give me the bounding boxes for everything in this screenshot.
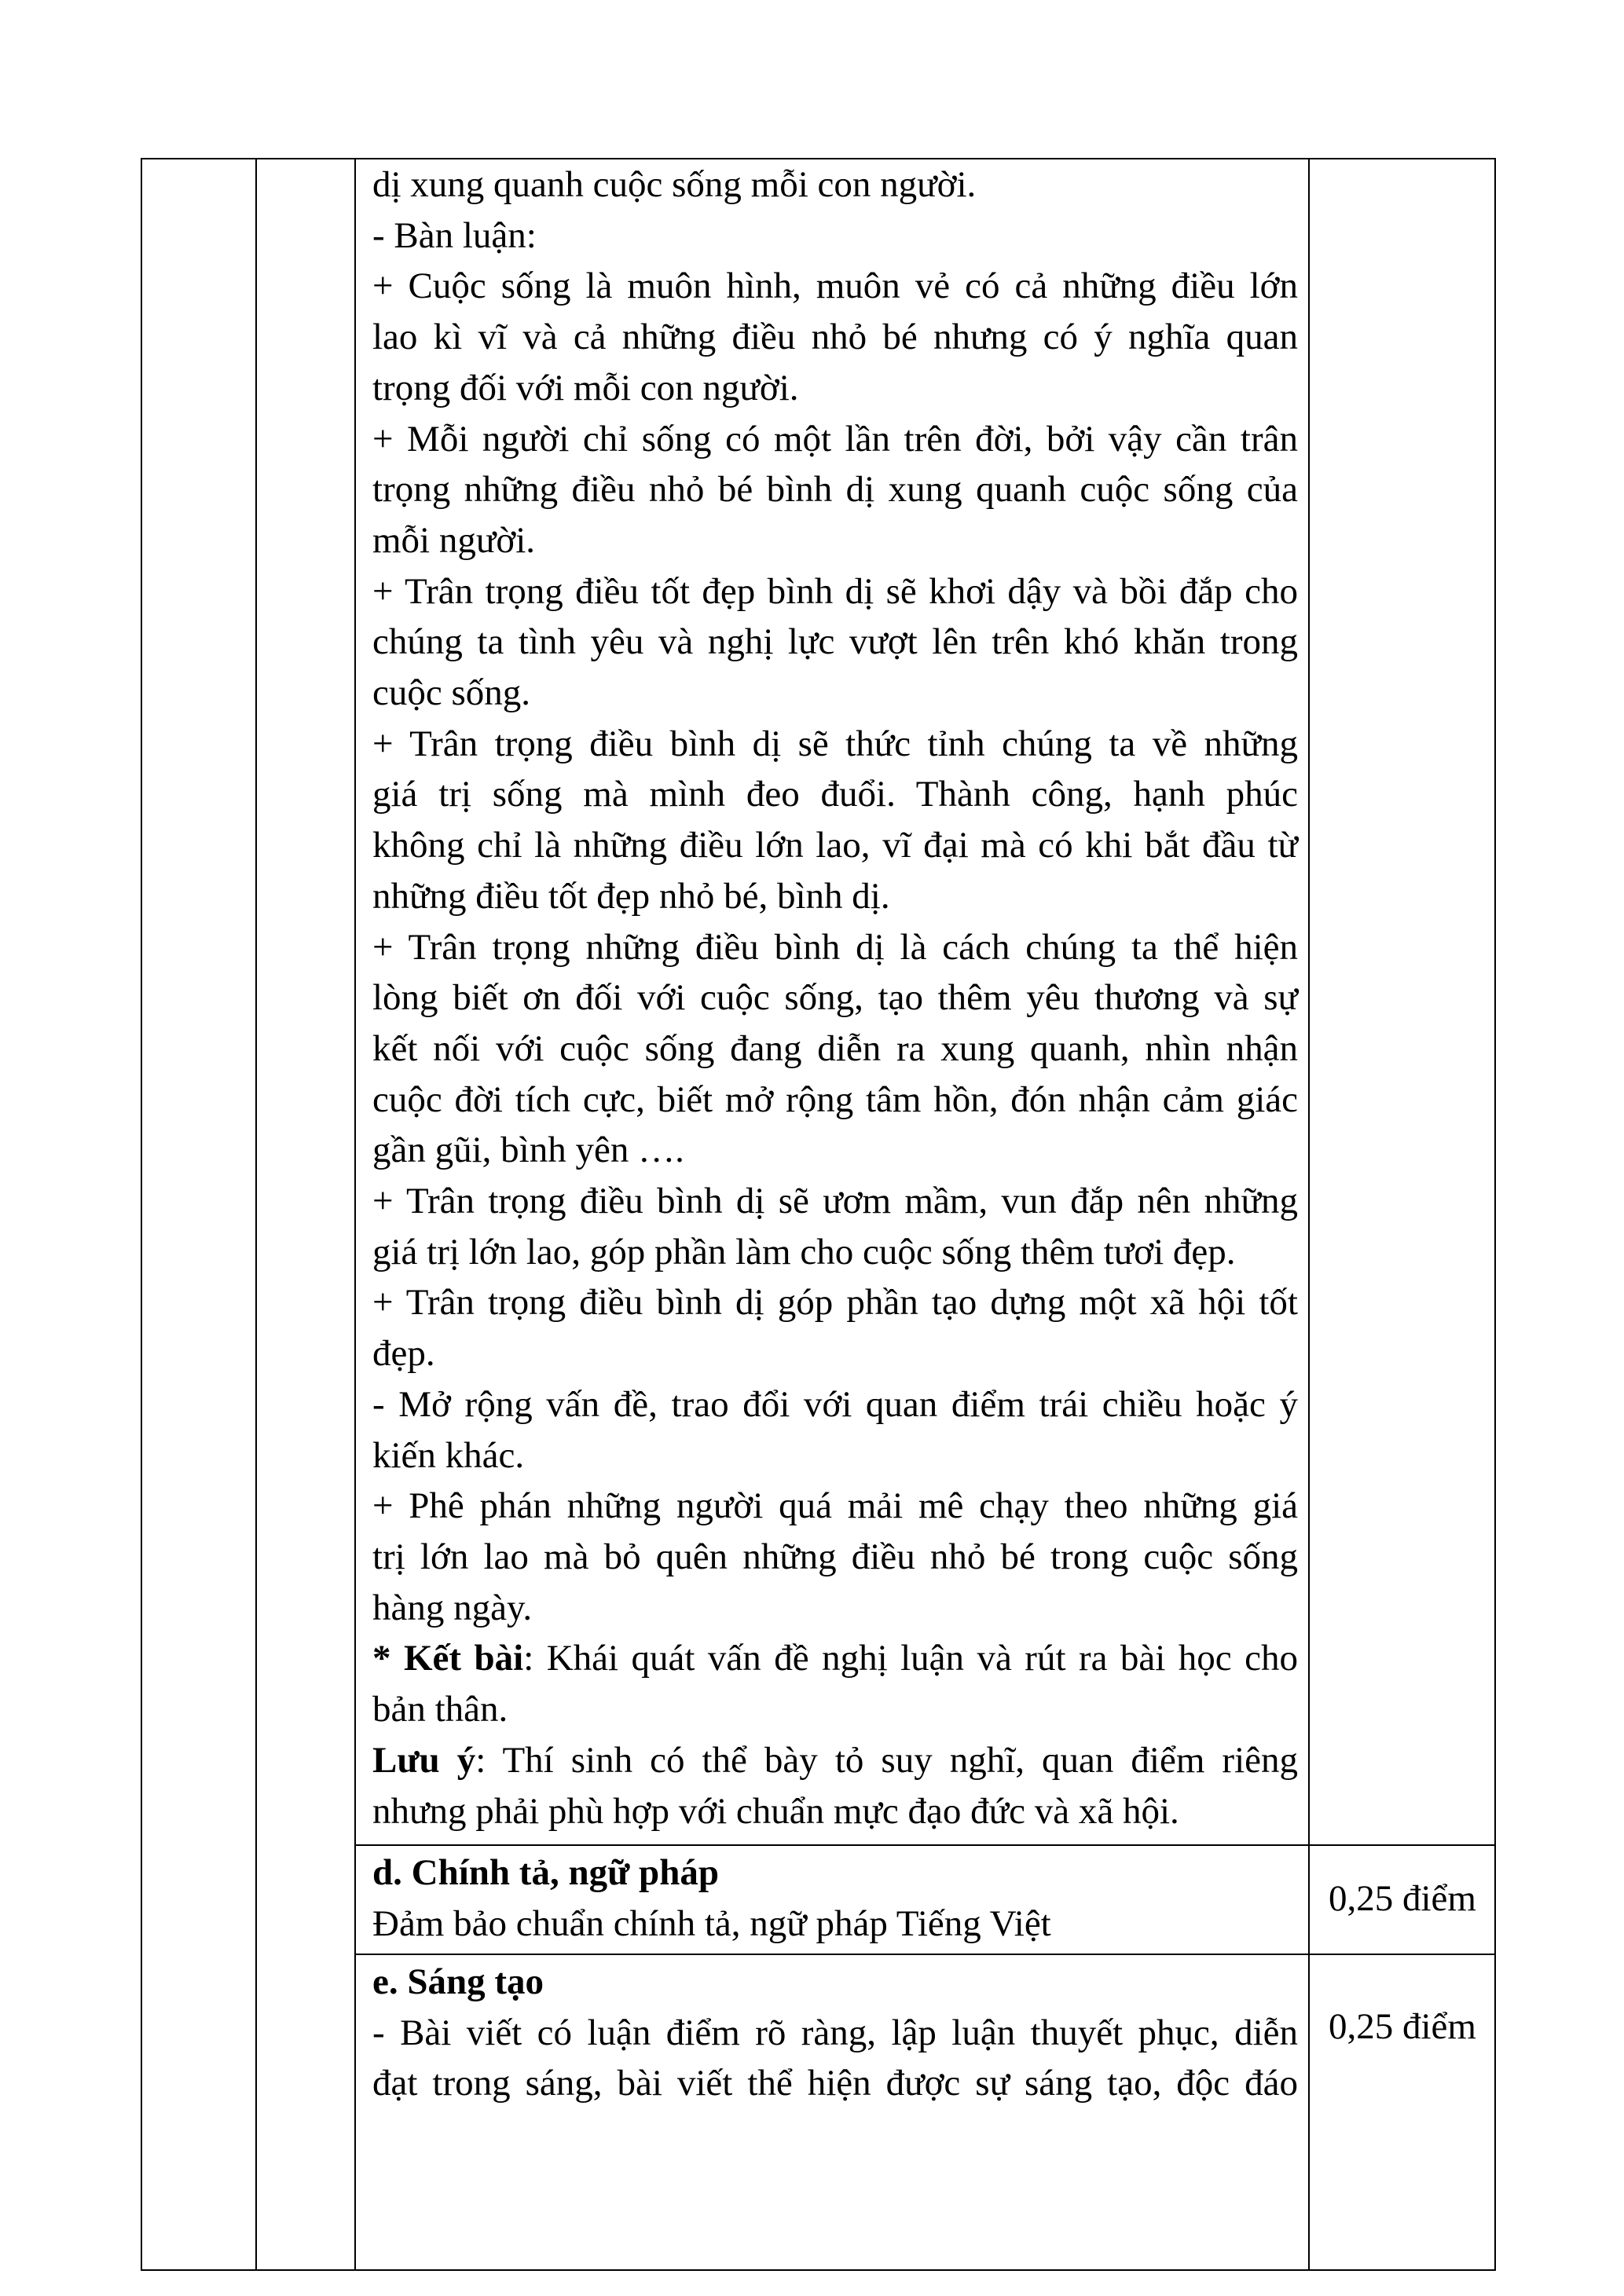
line-text: : Khái quát vấn đề nghị luận và rút ra bài học cho [523, 1638, 1298, 1679]
text-line [372, 1481, 1298, 1532]
line-text: kiến khác. [372, 1434, 525, 1476]
text-line [372, 159, 1298, 211]
line-text: : Thí sinh có thể bày tỏ suy nghĩ, quan điểm riêng [475, 1739, 1298, 1781]
line-text: trị lớn lao mà bỏ quên những điều nhỏ bé trong cuộc sống [372, 1536, 1298, 1577]
col-border-left [141, 158, 142, 2271]
line-text: dị xung quanh cuộc sống mỗi con người. [372, 164, 977, 205]
col-border-right [1494, 158, 1496, 2271]
text-line [372, 1583, 1298, 1634]
line-text: + Trân trọng điều bình dị góp phần tạo dựng một xã hội tốt [372, 1282, 1298, 1324]
text-line [372, 1735, 1298, 1786]
text-line [372, 566, 1298, 617]
text-line [372, 1023, 1298, 1075]
line-text: + Cuộc sống là muôn hình, muôn vẻ có cả những điều lớn [372, 265, 1298, 307]
line-text: cuộc đời tích cực, biết mở rộng tâm hồn, đón nhận cảm giác [372, 1078, 1298, 1120]
table-bottom-border [141, 2269, 1496, 2271]
section-e-heading: e. Sáng tạo [372, 1961, 544, 2002]
line-text: gần gũi, bình yên …. [372, 1130, 684, 1171]
text-line [372, 1328, 1298, 1379]
text-line [372, 1684, 1298, 1735]
line-text: - Mở rộng vấn đề, trao đổi với quan điểm trái chiều hoặc ý [372, 1383, 1298, 1425]
text-line [372, 1176, 1298, 1227]
text-line [372, 515, 1298, 566]
line-text: kết nối với cuộc sống đang diễn ra xung quanh, nhìn nhận [372, 1027, 1298, 1069]
text-line [372, 972, 1298, 1023]
text-line [372, 820, 1298, 871]
line-text: Đảm bảo chuẩn chính tả, ngữ pháp Tiếng Việt [372, 1902, 1051, 1944]
text-line [372, 769, 1298, 820]
line-text: - Bài viết có luận điểm rõ ràng, lập luận thuyết phục, diễn [372, 2012, 1298, 2053]
line-text: đẹp. [372, 1333, 435, 1375]
line-text: không chỉ là những điều lớn lao, vĩ đại mà có khi bắt đầu từ [372, 825, 1298, 866]
col-border-1 [255, 158, 257, 2271]
line-text: cuộc sống. [372, 672, 531, 714]
line-text: trọng những điều nhỏ bé bình dị xung quanh cuộc sống của [372, 469, 1298, 511]
line-text: - Bàn luận: [372, 214, 537, 256]
line-text: chúng ta tình yêu và nghị lực vượt lên trên khó khăn trong [372, 621, 1298, 663]
text-line [372, 1277, 1298, 1328]
line-text: + Trân trọng điều bình dị sẽ ươm mầm, vun đắp nên những [372, 1181, 1298, 1222]
section-d-heading: d. Chính tả, ngữ pháp [372, 1852, 719, 1893]
section-d-cell [372, 1847, 1298, 1949]
content-cell [372, 159, 1298, 1836]
text-line [372, 871, 1298, 922]
row-divider-e [354, 1954, 1496, 1955]
text-line [372, 1899, 1298, 1950]
line-text: + Trân trọng điều tốt đẹp bình dị sẽ khơi dậy và bồi đắp cho [372, 570, 1298, 612]
line-text: bản thân. [372, 1689, 508, 1730]
text-line [372, 363, 1298, 414]
text-line [372, 464, 1298, 515]
grading-table [141, 158, 1496, 2271]
text-line [372, 261, 1298, 312]
bold-label: * Kết bài [372, 1638, 524, 1679]
text-line [372, 211, 1298, 262]
line-text: + Mỗi người chỉ sống có một lần trên đời, bởi vậy cần trân [372, 418, 1298, 460]
line-text: lao kì vĩ và cả những điều nhỏ bé nhưng có ý nghĩa quan [372, 317, 1298, 358]
line-text: + Phê phán những người quá mải mê chạy theo những giá [372, 1485, 1298, 1527]
text-line [372, 2008, 1298, 2059]
text-line [372, 668, 1298, 719]
line-text: mỗi người. [372, 519, 536, 561]
section-d-score: 0,25 điểm [1329, 1878, 1476, 1919]
text-line [372, 922, 1298, 973]
line-text: đạt trong sáng, bài viết thể hiện được sự sáng tạo, độc đáo [372, 2063, 1298, 2104]
text-line [372, 1633, 1298, 1684]
line-text: + Trân trọng những điều bình dị là cách chúng ta thể hiện [372, 926, 1298, 968]
line-text: hàng ngày. [372, 1587, 533, 1628]
line-text: lòng biết ơn đối với cuộc sống, tạo thêm yêu thương và sự [372, 977, 1298, 1019]
text-line [372, 719, 1298, 770]
text-line [372, 312, 1298, 363]
text-line [372, 617, 1298, 668]
line-text: nhưng phải phù hợp với chuẩn mực đạo đức và xã hội. [372, 1790, 1179, 1832]
text-line [372, 1379, 1298, 1430]
text-line [372, 2058, 1298, 2109]
col-border-3 [1308, 158, 1310, 2271]
line-text: giá trị lớn lao, góp phần làm cho cuộc sống thêm tươi đẹp. [372, 1231, 1236, 1273]
text-line [372, 1227, 1298, 1278]
line-text: những điều tốt đẹp nhỏ bé, bình dị. [372, 875, 890, 917]
bold-label: Lưu ý [372, 1739, 476, 1781]
col-border-2 [354, 158, 356, 2271]
text-line [372, 1075, 1298, 1126]
text-line [372, 1786, 1298, 1837]
text-line [372, 1532, 1298, 1583]
line-text: trọng đối với mỗi con người. [372, 367, 799, 408]
text-line [372, 414, 1298, 465]
row-divider-d [354, 1844, 1496, 1846]
line-text: giá trị sống mà mình đeo đuổi. Thành công, hạnh phúc [372, 774, 1298, 815]
section-e-cell [372, 1957, 1298, 2109]
text-line [372, 1125, 1298, 1176]
section-e-score: 0,25 điểm [1329, 2006, 1476, 2047]
line-text: + Trân trọng điều bình dị sẽ thức tỉnh chúng ta về những [372, 723, 1298, 764]
text-line [372, 1430, 1298, 1481]
